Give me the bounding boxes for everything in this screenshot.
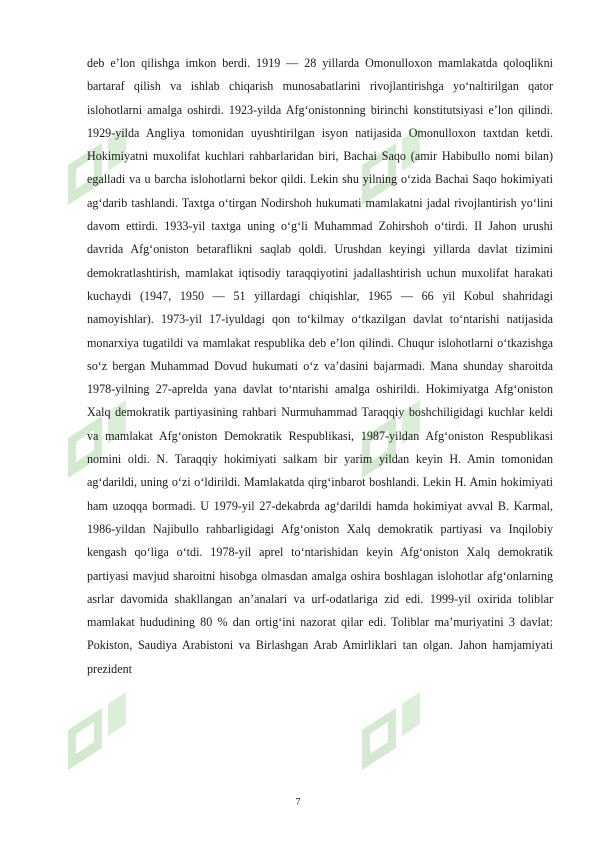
page-number: 7 — [295, 797, 301, 808]
watermark-logo-icon — [362, 692, 420, 770]
watermark-logo-icon — [68, 692, 126, 770]
body-paragraph: deb e’lon qilishga imkon berdi. 1919 — 28 yillarda Omonulloxon mamlakatda qoloqlikni bartaraf qilish va ishlab chiqarish munosabatlarini rivojlantirishga yo‘naltirilgan qator islohotlarni amalga oshirdi. 1923-yilda Afg‘onistonning birinchi konstitutsiyasi e’lon qilindi. 1929-yilda Angliya tomonidan uyushtirilgan isyon natijasida Omonulloxon taxtdan ketdi. Hokimiyatni muxolifat kuchlari rahbarlaridan biri, Bachai Saqo (amir Habibullo nomi bilan) egalladi va u barcha islohotlarni bekor qildi. Lekin shu yilning o‘zida Bachai Saqo hokimiyati ag‘darib tashlandi. Taxtga o‘tirgan Nodirshoh hukumati mamlakatni jadal rivojlantirish yo‘lini davom ettirdi. 1933-yil taxtga uning o‘g‘li Muhammad Zohirshoh o‘tirdi. II Jahon urushi davrida Afg‘oniston betaraflikni saqlab qoldi. Urushdan keyingi yillarda davlat tizimini demokratlashtirish, mamlakat iqtisodiy taraqqiyotini jadallashtirish uchun muxolifat harakati kuchaydi (1947, 1950 — 51 yillardagi chiqishlar, 1965 — 66 yil Kobul shahridagi namoyishlar). 1973-yil 17-iyuldagi qon to‘kilmay o‘tkazilgan davlat to‘ntarishi natijasida monarxiya tugatildi va mamlakat respublika deb e’lon qilindi. Chuqur islohotlarni o‘tkazishga so‘z bergan Muhammad Dovud hukumati o‘z va’dasini bajarmadi. Mana shunday sharoitda 1978-yilning 27-aprelda yana davlat to‘ntarishi amalga oshirildi. Hokimiyatga Afg‘oniston Xalq demokratik partiyasining rahbari Nurmuhammad Taraqqiy boshchiligidagi kuchlar keldi va mamlakat Afg‘oniston Demokratik Respublikasi, 1987-yildan Afg‘oniston Respublikasi nomini oldi. N. Taraqqiy hokimiyati salkam bir yarim yildan keyin H. Amin tomonidan ag‘darildi, uning o‘zi o‘ldirildi. Mamlakatda qirg‘inbarot boshlandi. Lekin H. Amin hokimiyati ham uzoqqa bormadi. U 1979-yil 27-dekabrda ag‘darildi hamda hokimiyat avval B. Karmal, 1986-yildan Najibullo rahbarligidagi Afg‘oniston Xalq demokratik partiyasi va Inqilobiy kengash qo‘liga o‘tdi. 1978-yil aprel to‘ntarishidan keyin Afg‘oniston Xalq demokratik partiyasi mavjud sharoitni hisobga olmasdan amalga oshira boshlagan islohotlar afg‘onlarning asrlar davomida shakllangan an’analari va urf-odatlariga zid edi. 1999-yil oxirida toliblar mamlakat hududining 80 % dan ortig‘ini nazorat qilar edi. Toliblar ma’muriyatini 3 davlat: Pokiston, Saudiya Arabistoni va Birlashgan Arab Amirliklari tan olgan. Jahon hamjamiyati prezident — [87, 56, 553, 676]
